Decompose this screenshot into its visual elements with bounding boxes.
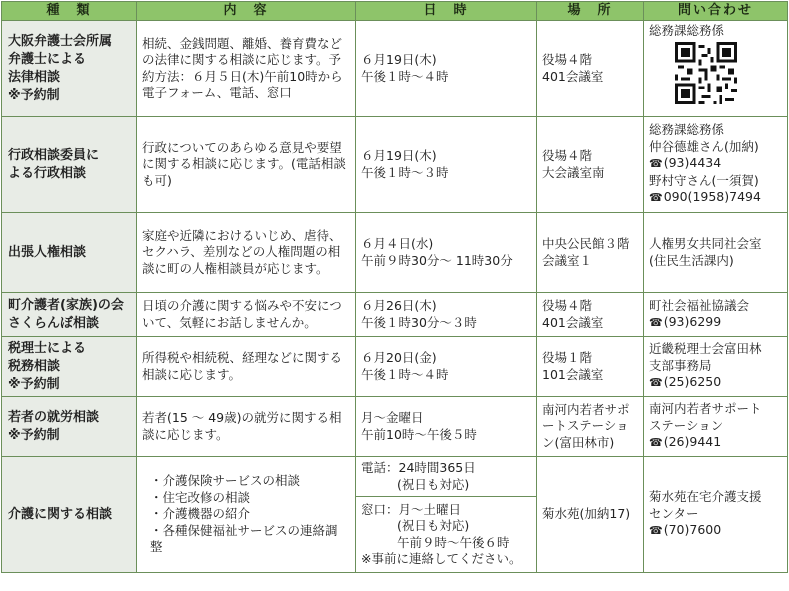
phone-line xyxy=(649,189,782,207)
content-cell: 相続、金銭問題、離婚、養育費などの法律に関する相談に応じます。予約方法：６月５日(木)午前10時から電子フォーム、電話、窓口 xyxy=(137,21,356,117)
contact-line: 近畿税理士会富田林 xyxy=(649,341,762,357)
kind-line: ※予約制 xyxy=(8,87,60,103)
datetime-line: 午前10時～午後５時 xyxy=(361,426,477,442)
datetime-line: ６月26日(木) xyxy=(361,298,437,313)
telephone-mark-icon: ☎ xyxy=(649,436,663,450)
contact-line: 総務課総務係 xyxy=(649,23,725,38)
contact-line: ステーション xyxy=(649,417,724,433)
contact-cell xyxy=(644,457,788,573)
place-line: 役場１階 xyxy=(542,350,593,365)
kind-cell xyxy=(2,213,137,293)
datetime-window-cell xyxy=(356,497,537,573)
phone-number: (25)6250 xyxy=(663,374,722,390)
kind-cell xyxy=(2,337,137,397)
datetime-line: (祝日も対応) xyxy=(397,518,470,533)
kind-cell xyxy=(2,397,137,457)
datetime-line: ※事前に連絡してください。 xyxy=(361,551,522,566)
place-line: 役場４階 xyxy=(542,52,593,67)
datetime-line: 午前９時30分～ 11時30分 xyxy=(361,252,513,268)
place-line: 役場４階 xyxy=(542,148,593,163)
datetime-cell xyxy=(356,397,537,457)
header-row xyxy=(2,2,788,21)
content-cell: 若者(15 ～ 49歳)の就労に関する相談に応じます。 xyxy=(137,397,356,457)
content-list xyxy=(142,473,350,556)
place-cell xyxy=(537,457,644,573)
phone-number: (93)6299 xyxy=(663,314,722,329)
telephone-mark-icon: ☎ xyxy=(649,524,663,538)
contact-line: 南河内若者サポート xyxy=(649,401,762,417)
place-line: ン(富田林市) xyxy=(542,434,615,450)
header-datetime: 日 時 xyxy=(356,2,537,21)
datetime-line: 窓口：月～土曜日 xyxy=(361,501,462,517)
datetime-line: 午後１時30分～３時 xyxy=(361,314,477,330)
datetime-line: 月～金曜日 xyxy=(361,410,424,425)
kind-cell xyxy=(2,21,137,117)
datetime-cell xyxy=(356,213,537,293)
header-kind: 種 類 xyxy=(2,2,137,21)
phone-line xyxy=(649,434,782,452)
kind-line: ※予約制 xyxy=(8,427,60,443)
place-cell xyxy=(537,213,644,293)
table-row xyxy=(2,457,788,497)
contact-line: 総務課総務係 xyxy=(649,122,725,138)
datetime-line: 午後１時～４時 xyxy=(361,68,449,84)
place-line: 菊水苑(加納17) xyxy=(542,506,631,522)
content-cell: 所得税や相続税、経理などに関する相談に応じます。 xyxy=(137,337,356,397)
list-item: ・ 各種保健福祉サービスの連絡調整 xyxy=(150,523,350,556)
contact-cell xyxy=(644,293,788,337)
kind-cell xyxy=(2,117,137,213)
kind-cell xyxy=(2,293,137,337)
header-place: 場 所 xyxy=(537,2,644,21)
place-line: 会議室１ xyxy=(542,252,593,268)
contact-line: 仲谷德雄さん(加納) xyxy=(649,138,759,154)
header-content: 内 容 xyxy=(137,2,356,21)
qr-code-icon[interactable] xyxy=(675,42,737,104)
kind-line: 法律相談 xyxy=(8,69,61,85)
datetime-cell xyxy=(356,337,537,397)
contact-line: 菊水苑在宅介護支援 xyxy=(649,489,762,505)
phone-line xyxy=(649,314,782,332)
place-cell xyxy=(537,293,644,337)
kind-line: 大阪弁護士会所属 xyxy=(8,33,113,49)
kind-line: よる行政相談 xyxy=(8,165,87,181)
kind-cell xyxy=(2,457,137,573)
datetime-line: ６月20日(金) xyxy=(361,350,437,365)
consultation-schedule-table xyxy=(1,1,788,573)
place-cell xyxy=(537,21,644,117)
datetime-line: 午後１時～３時 xyxy=(361,164,449,180)
kind-line: 税理士による xyxy=(8,340,87,356)
list-item: ・ 介護機器の紹介 xyxy=(150,506,350,523)
place-cell xyxy=(537,117,644,213)
content-cell: 行政についてのあらゆる意見や要望に関する相談に応じます。(電話相談も可) xyxy=(137,117,356,213)
datetime-cell xyxy=(356,293,537,337)
datetime-line: 午後１時～４時 xyxy=(361,366,449,382)
contact-line: 野村守さん(一須賀) xyxy=(649,172,759,188)
table-row xyxy=(2,117,788,213)
place-line: 南河内若者サポ xyxy=(542,401,630,417)
table-row xyxy=(2,337,788,397)
telephone-mark-icon: ☎ xyxy=(649,376,663,390)
datetime-line: ６月４日(水) xyxy=(361,236,434,251)
table-row xyxy=(2,213,788,293)
contact-cell xyxy=(644,21,788,117)
phone-line xyxy=(649,522,782,540)
content-cell xyxy=(137,457,356,573)
contact-line: 人権男女共同社会室 xyxy=(649,236,762,251)
telephone-mark-icon: ☎ xyxy=(649,316,663,329)
contact-line: 町社会福祉協議会 xyxy=(649,297,750,313)
kind-line: 出張人権相談 xyxy=(8,244,87,260)
datetime-line: 午前９時～午後６時 xyxy=(397,534,510,550)
phone-number: (70)7600 xyxy=(663,522,722,538)
content-cell: 日頃の介護に関する悩みや不安について、気軽にお話しませんか。 xyxy=(137,293,356,337)
phone-line xyxy=(649,374,782,392)
place-line: 101会議室 xyxy=(542,366,604,382)
content-cell: 家庭や近隣におけるいじめ、虐待、セクハラ、差別などの人権問題の相談に町の人権相談員が応じます。 xyxy=(137,213,356,293)
place-cell xyxy=(537,337,644,397)
datetime-line: 電話：24時間365日 xyxy=(361,460,476,475)
contact-line: 支部事務局 xyxy=(649,357,712,373)
header-contact: 問い合わせ xyxy=(644,2,788,21)
contact-cell xyxy=(644,397,788,457)
datetime-cell xyxy=(356,21,537,117)
list-item: ・ 介護保険サービスの相談 xyxy=(150,473,350,490)
list-item: ・ 住宅改修の相談 xyxy=(150,490,350,507)
contact-line: (住民生活課内) xyxy=(649,252,734,268)
kind-line: 弁護士による xyxy=(8,51,87,67)
table-row xyxy=(2,21,788,117)
place-line: 中央公民館３階 xyxy=(542,236,630,251)
contact-line: センター xyxy=(649,505,699,521)
kind-line: ※予約制 xyxy=(8,376,60,392)
place-line: 401会議室 xyxy=(542,68,604,84)
phone-number: (26)9441 xyxy=(663,434,722,450)
kind-line: 介護に関する相談 xyxy=(8,506,113,522)
place-line: 役場４階 xyxy=(542,298,593,313)
datetime-line: ６月19日(木) xyxy=(361,148,437,163)
place-cell xyxy=(537,397,644,457)
place-line: 大会議室南 xyxy=(542,164,605,180)
contact-cell xyxy=(644,117,788,213)
contact-cell xyxy=(644,213,788,293)
kind-line: 税務相談 xyxy=(8,358,61,374)
phone-number: (93)4434 xyxy=(663,155,722,171)
phone-number: 090(1958)7494 xyxy=(663,189,761,205)
kind-line: 若者の就労相談 xyxy=(8,409,100,425)
kind-line: 町介護者(家族)の会 xyxy=(8,297,124,313)
kind-line: さくらんぼ相談 xyxy=(8,315,100,331)
table-row xyxy=(2,397,788,457)
datetime-phone-cell xyxy=(356,457,537,497)
telephone-mark-icon: ☎ xyxy=(649,157,663,171)
place-line: 401会議室 xyxy=(542,314,604,330)
table-row xyxy=(2,293,788,337)
telephone-mark-icon: ☎ xyxy=(649,191,663,205)
datetime-line: ６月19日(木) xyxy=(361,52,437,67)
datetime-cell xyxy=(356,117,537,213)
phone-line xyxy=(649,155,782,173)
place-line: ートステーショ xyxy=(542,418,629,434)
contact-cell xyxy=(644,337,788,397)
datetime-line: (祝日も対応) xyxy=(397,476,470,492)
kind-line: 行政相談委員に xyxy=(8,147,100,163)
